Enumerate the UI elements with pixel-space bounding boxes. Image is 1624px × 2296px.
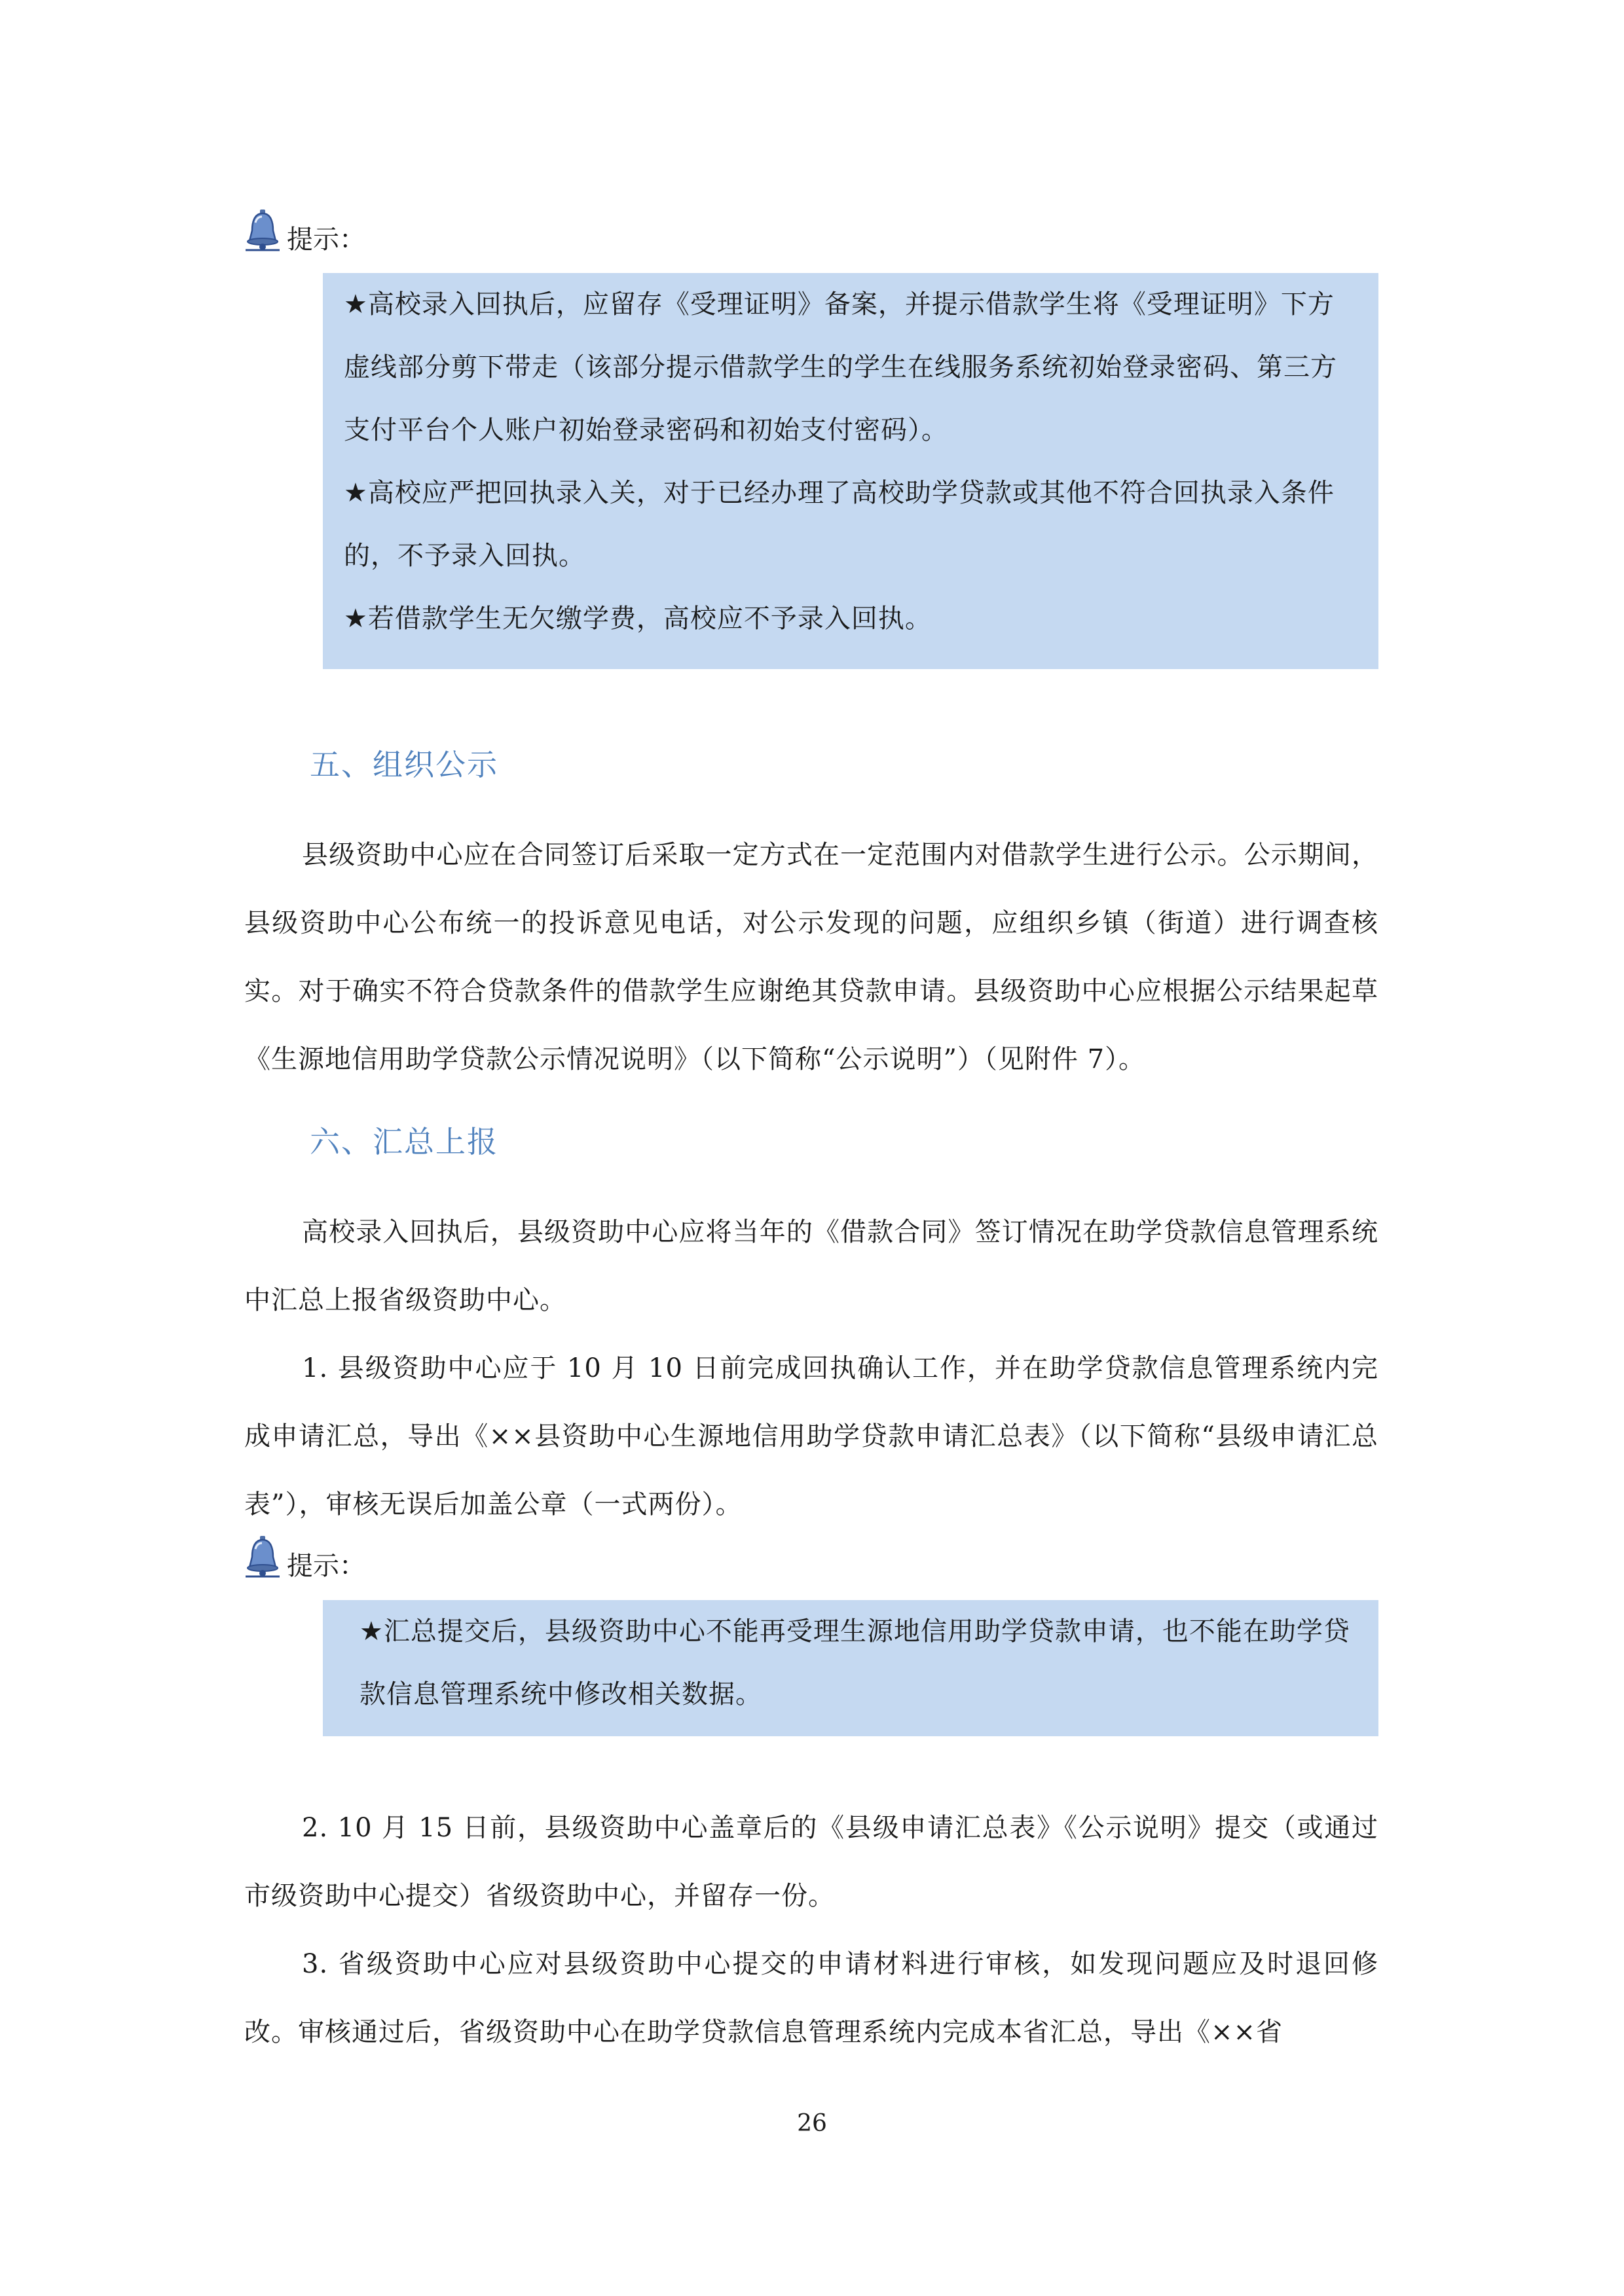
tip-label-text: 提示： <box>287 225 365 255</box>
bell-icon <box>242 1535 283 1580</box>
section-heading: 五、组织公示 <box>310 747 498 782</box>
tip-box <box>323 1600 1378 1736</box>
body-paragraph: 3. 省级资助中心应对县级资助中心提交的申请材料进行审核，如发现问题应及时退回修改。审核通过后，省级资助中心在助学贷款信息管理系统内完成本省汇总，导出《××省 <box>244 1949 1378 2047</box>
section-heading: 六、汇总上报 <box>310 1124 498 1159</box>
tip-label <box>242 208 365 254</box>
page-number: 26 <box>797 2110 827 2137</box>
body-paragraph: 2. 10 月 15 日前，县级资助中心盖章后的《县级申请汇总表》《公示说明》提交（或通过市级资助中心提交）省级资助中心，并留存一份。 <box>244 1813 1378 1911</box>
tip-item: ★汇总提交后，县级资助中心不能再受理生源地信用助学贷款申请，也不能在助学贷款信息管理系统中修改相关数据。 <box>360 1616 1350 1709</box>
tip-box <box>323 273 1378 669</box>
tip-label-text: 提示： <box>287 1551 365 1581</box>
body-paragraph: 1. 县级资助中心应于 10 月 10 日前完成回执确认工作，并在助学贷款信息管理系统内完成申请汇总，导出《××县资助中心生源地信用助学贷款申请汇总表》（以下简称“县级申请汇总表”），审核无误后加盖公章（一式两份）。 <box>244 1353 1378 1520</box>
bell-icon <box>242 208 283 254</box>
tip-item: ★若借款学生无欠缴学费，高校应不予录入回执。 <box>344 604 932 634</box>
body-paragraph: 高校录入回执后，县级资助中心应将当年的《借款合同》签订情况在助学贷款信息管理系统中汇总上报省级资助中心。 <box>244 1217 1378 1315</box>
tip-label <box>242 1535 365 1580</box>
tip-item: ★高校录入回执后，应留存《受理证明》备案，并提示借款学生将《受理证明》下方虚线部分剪下带走（该部分提示借款学生的学生在线服务系统初始登录密码、第三方支付平台个人账户初始登录密码和初始支付密码）。 <box>344 289 1337 445</box>
tip-item: ★高校应严把回执录入关，对于已经办理了高校助学贷款或其他不符合回执录入条件的，不予录入回执。 <box>344 478 1335 571</box>
body-paragraph: 县级资助中心应在合同签订后采取一定方式在一定范围内对借款学生进行公示。公示期间，县级资助中心公布统一的投诉意见电话，对公示发现的问题，应组织乡镇（街道）进行调查核实。对于确实不符合贷款条件的借款学生应谢绝其贷款申请。县级资助中心应根据公示结果起草《生源地信用助学贷款公示情况说明》（以下简称“公示说明”）（见附件 7）。 <box>244 840 1378 1074</box>
